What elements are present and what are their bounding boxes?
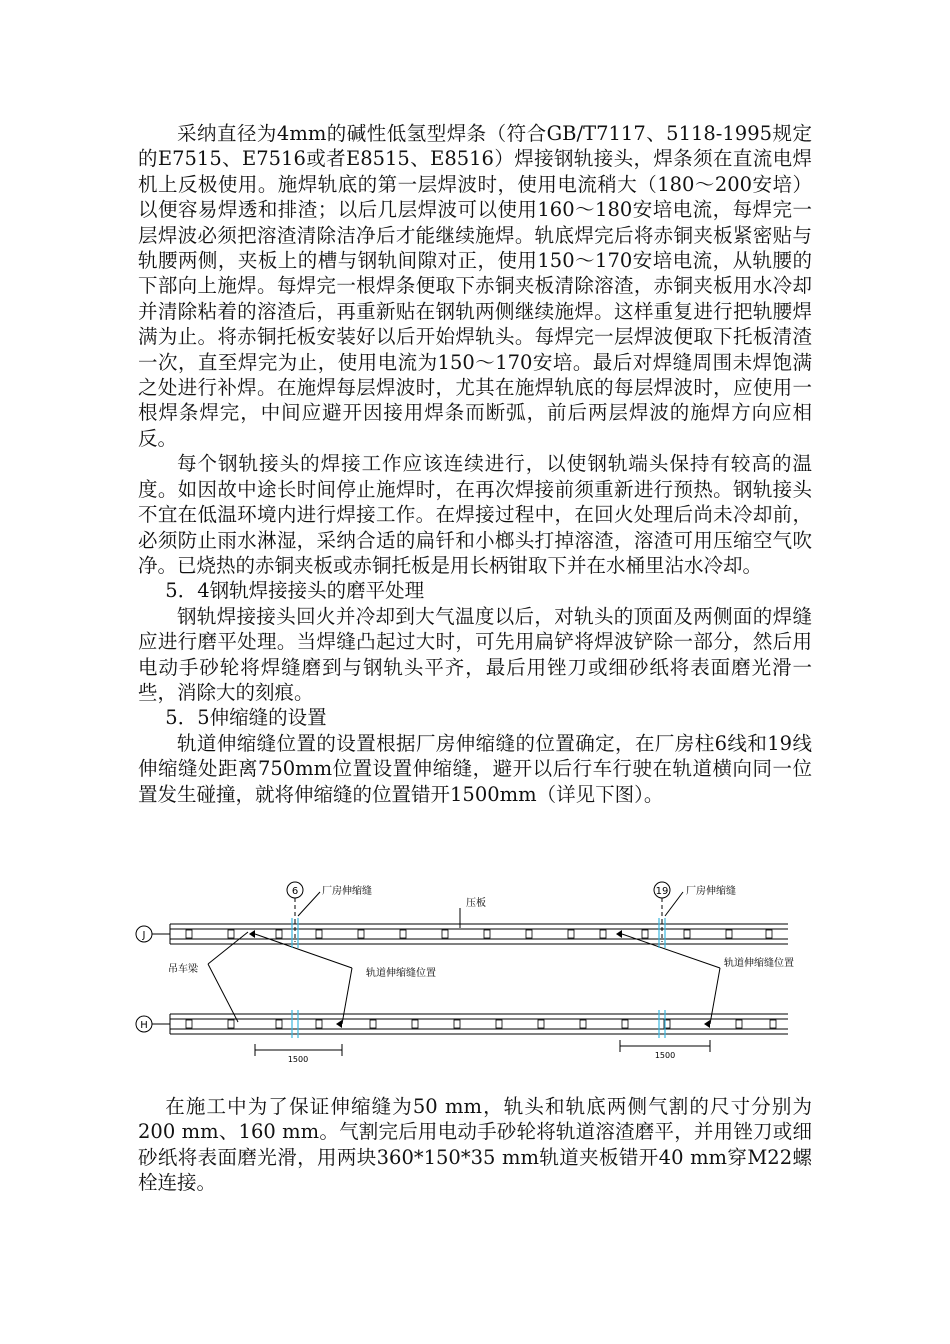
rail-joint-h-left — [336, 1020, 342, 1028]
axis-19-label: 19 — [655, 886, 669, 897]
crane-beam-label: 吊车梁 — [168, 964, 198, 975]
section-heading-5-4: 5．4钢轨焊接接头的磨平处理 — [165, 579, 425, 603]
rail-joint-h-right — [704, 1020, 710, 1028]
paragraph-welding-procedure: 采纳直径为4mm的碱性低氢型焊条（符合GB/T7117、5118-1995规定的E7515、E7516或者E8515、E8516）焊接钢轨接头，焊条须在直流电焊机上反极使用。施焊轨底的第一层焊波时，使用电流稍大（180～200安培）以便容易焊透和排渣；以后几层焊波可以使用160～180安培电流，每焊完一层焊波必须把溶渣清除洁净后才能继续施焊。轨底焊完后将赤铜夹板紧密贴与轨腰两侧，夹板上的槽与钢轨间隙对正，使用150～170安培电流，从轨腰的下部向上施焊。每焊完一根焊条便取下赤铜夹板清除溶渣，赤铜夹板用水冷却并清除粘着的溶渣后，再重新贴在钢轨两侧继续施焊。这样重复进行把轨腰焊满为止。将赤铜托板安装好以后开始焊轨头。每焊完一层焊波便取下托板清渣一次，直至焊完为止，使用电流为150～170安培。最后对焊缝周围未焊饱满之处进行补焊。在施焊每层焊波时，尤其在施焊轨底的每层焊波时，应使用一根焊条焊完，中间应避开因接用焊条而断弧，前后两层焊波的施焊方向应相反。 — [138, 122, 812, 450]
rail-joint-label-left: 轨道伸缩缝位置 — [366, 968, 436, 979]
row-j-label: J — [142, 930, 146, 941]
paragraph-joint-dimensions: 在施工中为了保证伸缩缝为50 mm，轨头和轨底两侧气割的尺寸分别为200 mm、160 mm。气割完后用电动手砂轮将轨道溶渣磨平，并用锉刀或细砂纸将表面磨光滑，用两块360*150*35 mm轨道夹板错开40 mm穿M22螺栓连接。 — [138, 1095, 812, 1195]
dimension-left-label: 1500 — [287, 1055, 309, 1064]
rail-joint-j-right — [616, 930, 622, 938]
press-plate-label: 压板 — [466, 898, 486, 909]
factory-joint-label-left: 厂房伸缩缝 — [322, 886, 372, 897]
paragraph-grinding: 钢轨焊接接头回火并冷却到大气温度以后，对轨头的顶面及两侧面的焊缝应进行磨平处理。当焊缝凸起过大时，可先用扁铲将焊波铲除一部分，然后用电动手砂轮将焊缝磨到与钢轨头平齐，最后用锉刀或细砂纸将表面磨光滑一些，消除大的刻痕。 — [138, 604, 812, 704]
dimension-right-label: 1500 — [654, 1051, 676, 1060]
body-text — [138, 121, 812, 807]
paragraph-expansion-joint: 轨道伸缩缝位置的设置根据厂房伸缩缝的位置确定，在厂房柱6线和19线伸缩缝处距离750mm位置设置伸缩缝，避开以后行车行驶在轨道横向同一位置发生碰撞，就将伸缩缝的位置错开1500mm（详见下图）。 — [138, 731, 812, 806]
rail-plates — [186, 930, 776, 1028]
section-heading-5-5: 5．5伸缩缝的设置 — [165, 706, 327, 730]
factory-joint-label-right: 厂房伸缩缝 — [686, 886, 736, 897]
axis-6-label: 6 — [291, 886, 299, 897]
expansion-joint-diagram — [130, 872, 810, 1072]
after-diagram-text — [138, 1094, 812, 1196]
row-h-label: H — [140, 1020, 148, 1031]
rail-joint-label-right: 轨道伸缩缝位置 — [724, 958, 794, 969]
paragraph-continuous-welding: 每个钢轨接头的焊接工作应该连续进行，以使钢轨端头保持有较高的温度。如因故中途长时间停止施焊时，在再次焊接前须重新进行预热。钢轨接头不宜在低温环境内进行焊接工作。在焊接过程中，在回火处理后尚未冷却前，必须防止雨水淋湿，采纳合适的扁钎和小榔头打掉溶渣，溶渣可用压缩空气吹净。已烧热的赤铜夹板或赤铜托板是用长柄钳取下并在水桶里沾水冷却。 — [138, 452, 812, 577]
rail-joint-j-left — [249, 930, 255, 938]
